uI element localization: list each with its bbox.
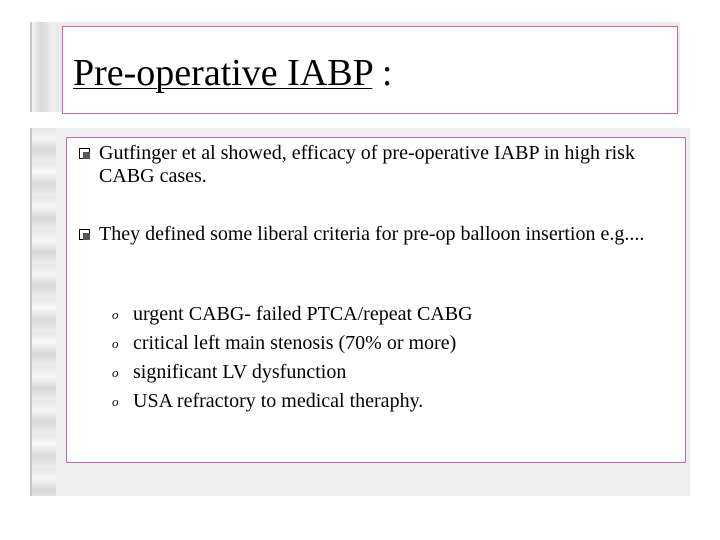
sub-list-text: significant LV dysfunction [133,361,347,383]
bullet-text: Gutfinger et al showed, efficacy of pre-operative IABP in high risk CABG cases. [99,142,635,187]
content-box [66,137,686,463]
circle-bullet-icon: o [112,336,119,351]
bullet-text: They defined some liberal criteria for pre-op balloon insertion e.g.... [99,223,645,245]
sub-list-text: urgent CABG- failed PTCA/repeat CABG [133,303,473,325]
circle-bullet-icon: o [112,394,119,409]
title-side-bar [30,22,54,112]
title-box [62,26,678,114]
slide-title [73,51,392,95]
sub-list-text: USA refractory to medical theraphy. [133,390,424,412]
circle-bullet-icon: o [112,307,119,322]
square-bullet-icon [79,229,90,240]
circle-bullet-icon: o [112,365,119,380]
sub-list-text: critical left main stenosis (70% or more) [133,332,457,354]
square-bullet-icon [79,148,90,159]
slide-title-main: Pre-operative IABP [73,52,373,94]
body-side-bar [30,128,56,496]
slide-title-colon: : [381,52,393,94]
